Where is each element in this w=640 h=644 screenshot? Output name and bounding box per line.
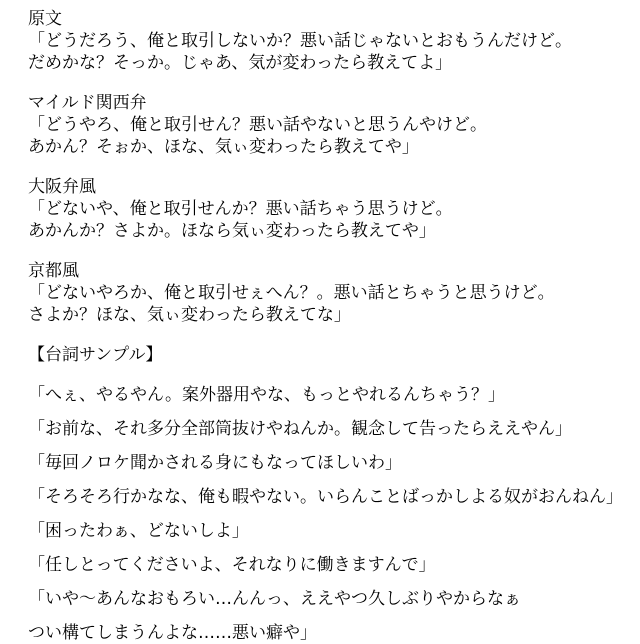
section-original xyxy=(28,8,632,74)
section-mild-kansai xyxy=(28,92,632,158)
dialogue-line: 「どうやろ、俺と取引せん？悪い話やないと思うんやけど。 xyxy=(28,115,487,135)
section-heading: マイルド関西弁 xyxy=(28,93,147,113)
document-page xyxy=(28,8,632,644)
sample-line: 「へぇ、やるやん。案外器用やな、もっとやれるんちゃう？」 xyxy=(28,385,506,405)
dialogue-line: だめかな？そっか。じゃあ、気が変わったら教えてよ」 xyxy=(28,53,453,73)
section-kyoto xyxy=(28,260,632,326)
section-heading: 大阪弁風 xyxy=(28,177,96,197)
sample-line: 「毎回ノロケ聞かされる身にもなってほしいわ」 xyxy=(28,453,402,473)
dialogue-line: さよか？ほな、気ぃ変わったら教えてな」 xyxy=(28,305,351,325)
dialogue-line: 「どないや、俺と取引せんか？悪い話ちゃう思うけど。 xyxy=(28,199,453,219)
sample-line: 「そろそろ行かなな、俺も暇やない。いらんことばっかしよる奴がおんねん」 xyxy=(28,487,623,507)
sample-line: 「お前な、それ多分全部筒抜けやねんか。観念して告ったらええやん」 xyxy=(28,419,572,439)
dialogue-line: 「どうだろう、俺と取引しないか？悪い話じゃないとおもうんだけど。 xyxy=(28,31,572,51)
sample-line: 「困ったわぁ、どないしよ」 xyxy=(28,521,249,541)
dialogue-line: あかんか？さよか。ほなら気ぃ変わったら教えてや」 xyxy=(28,221,436,241)
sample-line: 「いや〜あんなおもろい…んんっ、ええやつ久しぶりやからなぁ xyxy=(28,589,521,609)
section-heading: 原文 xyxy=(28,9,62,29)
samples-heading: 【台詞サンプル】 xyxy=(28,345,163,365)
dialogue-line: 「どないやろか、俺と取引せぇへん？。悪い話とちゃうと思うけど。 xyxy=(28,283,555,303)
dialogue-line: あかん？そぉか、ほな、気ぃ変わったら教えてや」 xyxy=(28,137,419,157)
section-heading: 京都風 xyxy=(28,261,79,281)
sample-line: 「任しとってくださいよ、それなりに働きますんで」 xyxy=(28,555,436,575)
samples-list xyxy=(28,384,632,644)
sample-line: つい構てしまうんよな……悪い癖や」 xyxy=(28,623,317,643)
section-osaka xyxy=(28,176,632,242)
